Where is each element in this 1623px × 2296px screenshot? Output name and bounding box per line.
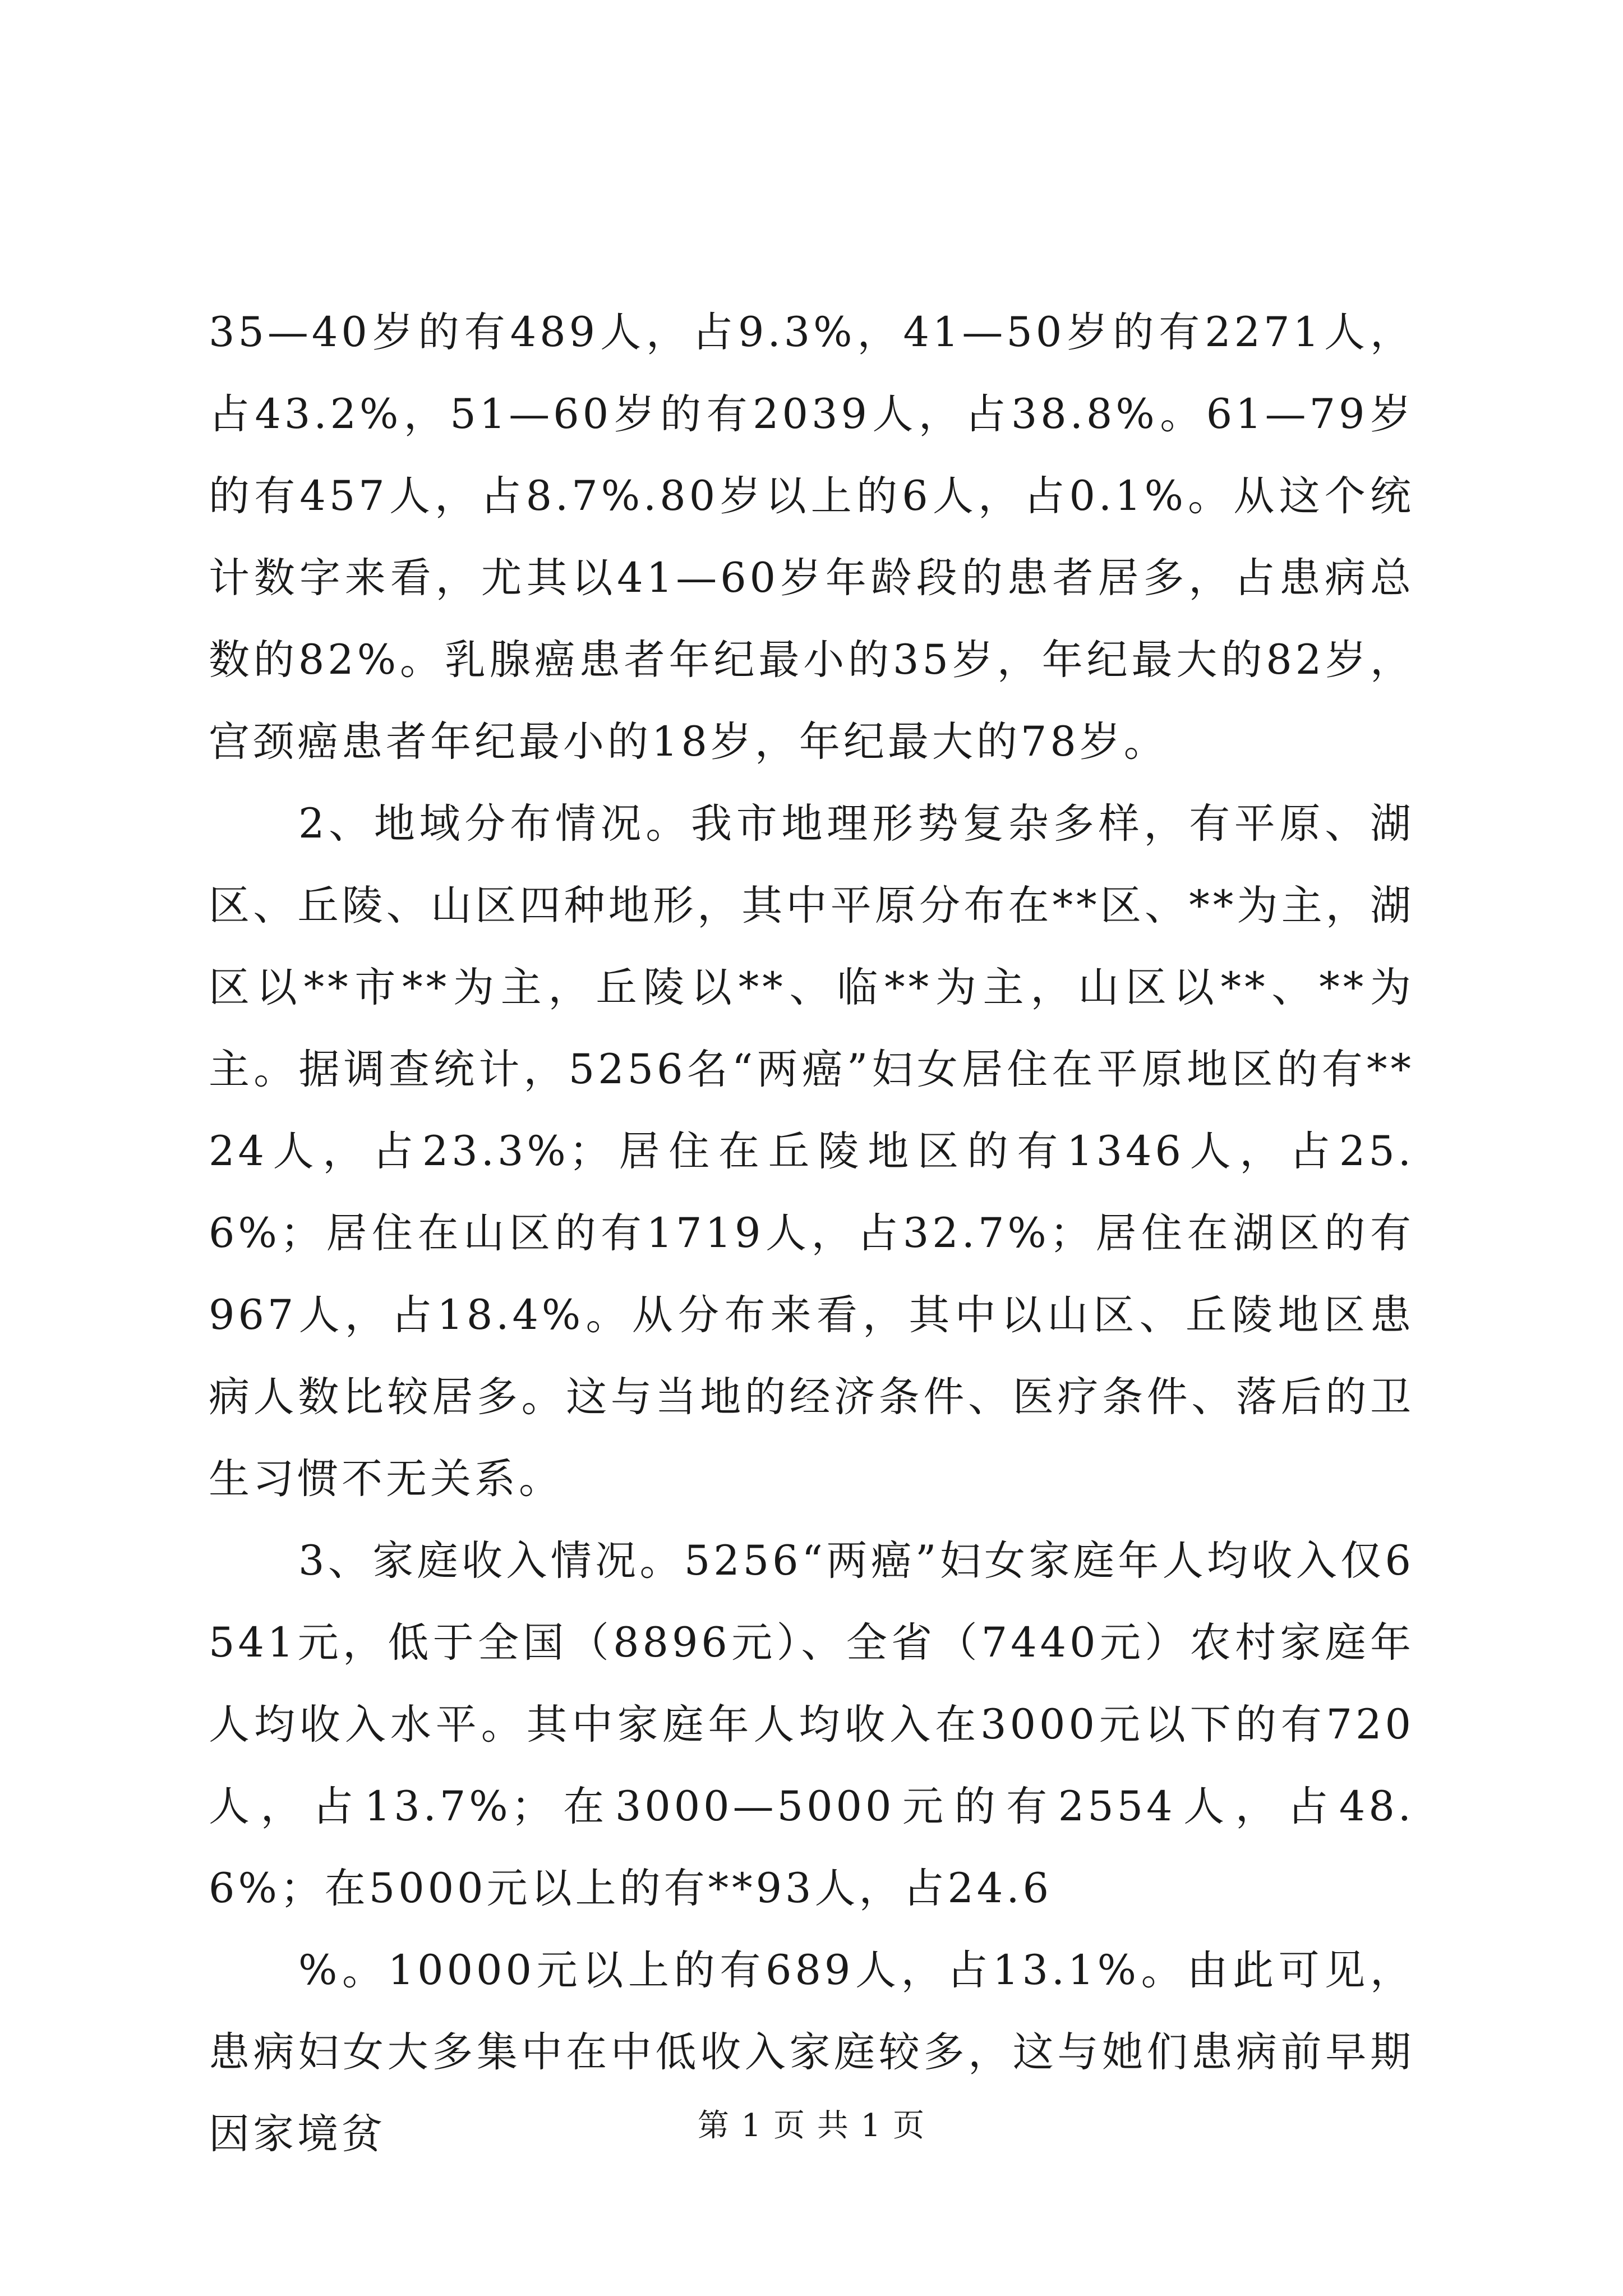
page-footer: 第 1 页 共 1 页 (697, 2108, 926, 2144)
paragraph-family-income-continued: %。10000元以上的有689人，占13.1%。由此可见，患病妇女大多集中在中低收入家庭较多，这与她们患病前早期因家境贫 (209, 1947, 1414, 2158)
document-body (209, 292, 1414, 2175)
paragraph-family-income: 3、家庭收入情况。5256“两癌”妇女家庭年人均收入仅6541元，低于全国（8896元）、全省（7440元）农村家庭年人均收入水平。其中家庭年人均收入在3000元以下的有720人，占13.7%；在3000—5000元的有2554人，占48.6%；在5000元以上的有**93人，占24.6 (209, 1537, 1414, 1912)
paragraph-age-distribution: 35—40岁的有489人，占9.3%，41—50岁的有2271人，占43.2%，51—60岁的有2039人，占38.8%。61—79岁的有457人，占8.7%.80岁以上的6人，占0.1%。从这个统计数字来看，尤其以41—60岁年龄段的患者居多，占患病总数的82%。乳腺癌患者年纪最小的35岁，年纪最大的82岁，宫颈癌患者年纪最小的18岁，年纪最大的78岁。 (209, 309, 1414, 766)
paragraph-region-distribution: 2、地域分布情况。我市地理形势复杂多样，有平原、湖区、丘陵、山区四种地形，其中平原分布在**区、**为主，湖区以**市**为主，丘陵以**、临**为主，山区以**、**为主。据调查统计，5256名“两癌”妇女居住在平原地区的有**24人，占23.3%；居住在丘陵地区的有1346人，占25.6%；居住在山区的有1719人，占32.7%；居住在湖区的有967人，占18.4%。从分布来看，其中以山区、丘陵地区患病人数比较居多。这与当地的经济条件、医疗条件、落后的卫生习惯不无关系。 (209, 800, 1414, 1503)
